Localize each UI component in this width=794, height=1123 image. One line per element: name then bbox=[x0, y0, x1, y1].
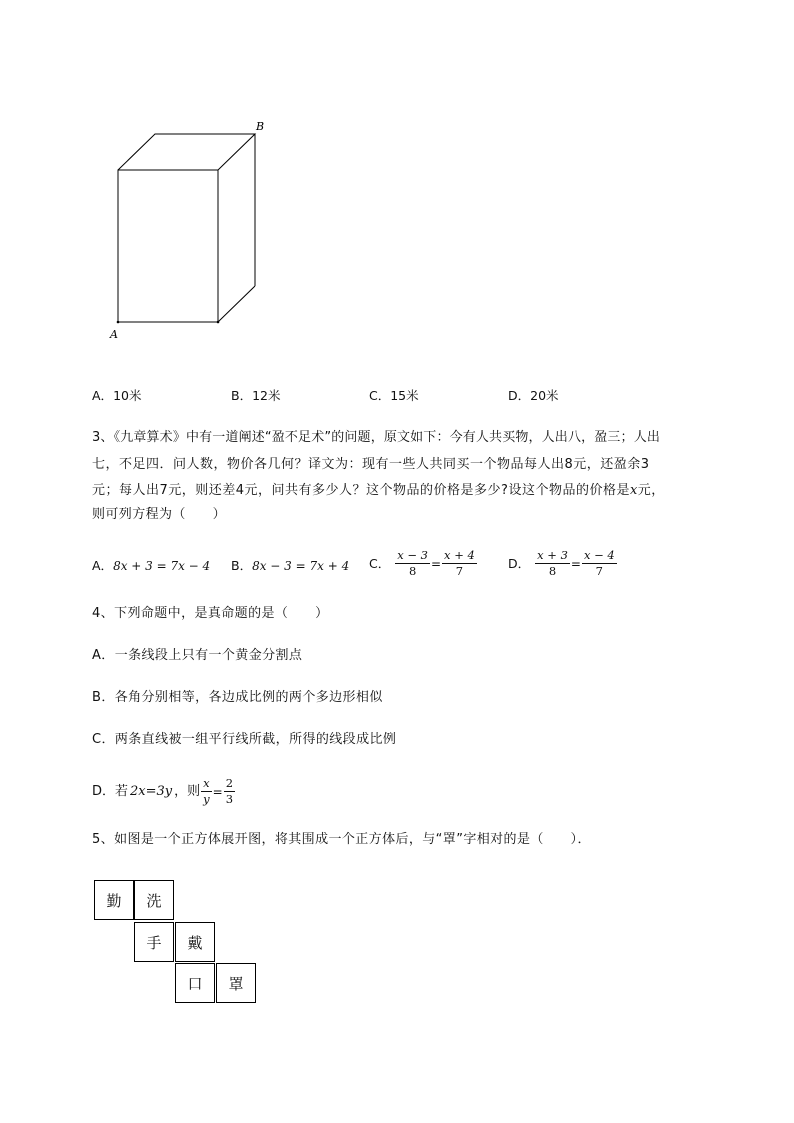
q3-option-d-fraction-2 bbox=[582, 548, 617, 579]
q2-option-c[interactable] bbox=[369, 386, 419, 406]
q3-line-3-b: 元， bbox=[637, 483, 665, 498]
q4-option-d-prefix: D．若 bbox=[92, 783, 129, 799]
q3-option-d-denominator-2: 7 bbox=[595, 564, 603, 578]
q3-option-b[interactable] bbox=[231, 556, 349, 576]
q3-option-c-fraction-2 bbox=[442, 548, 477, 579]
q3-option-d-numerator-1: x + 3 bbox=[537, 548, 568, 562]
q4-option-d-numerator-1: x bbox=[203, 776, 210, 790]
q3-option-d[interactable] bbox=[508, 548, 618, 579]
q4-option-d-denominator-1: y bbox=[203, 792, 210, 806]
cuboid-front-face bbox=[118, 170, 218, 322]
q3-option-b-letter: B． bbox=[231, 558, 253, 573]
q4-option-d-numerator-2: 2 bbox=[225, 776, 234, 790]
q3-option-c[interactable] bbox=[369, 548, 478, 579]
q2-option-b[interactable] bbox=[231, 386, 280, 406]
q2-option-a[interactable] bbox=[92, 386, 141, 406]
q2-option-a-text: 10米 bbox=[113, 388, 142, 403]
q2-option-c-letter: C． bbox=[369, 388, 391, 403]
q3-line-3-a: 元；每人出7元，则还差4元，问共有多少人？这个物品的价格是多少?设这个物品的价格是 bbox=[92, 483, 630, 498]
q4-option-d-equals: = bbox=[212, 784, 223, 799]
q4-option-d-condition: 2x=3y bbox=[130, 783, 173, 799]
cube-net-cell-xi: 洗 bbox=[134, 880, 174, 920]
q3-option-d-denominator-1: 8 bbox=[548, 564, 557, 578]
q4-option-a[interactable]: A．一条线段上只有一个黄金分割点 bbox=[92, 648, 303, 663]
cube-net-cell-qin: 勤 bbox=[94, 880, 134, 920]
q4-option-d-fraction-2 bbox=[224, 776, 235, 807]
q4-option-c[interactable]: C．两条直线被一组平行线所截，所得的线段成比例 bbox=[92, 732, 397, 747]
q3-option-c-denominator-2: 7 bbox=[455, 564, 464, 578]
q3-option-b-expr: 8x − 3 = 7x + 4 bbox=[252, 559, 350, 573]
q4-option-b[interactable]: B．各角分别相等，各边成比例的两个多边形相似 bbox=[92, 690, 383, 705]
q4-option-d-denominator-2: 3 bbox=[225, 792, 234, 806]
q3-option-a[interactable] bbox=[92, 556, 210, 576]
q3-option-a-letter: A． bbox=[92, 558, 114, 573]
cube-net-cell-kou: 口 bbox=[175, 963, 215, 1003]
q3-option-c-numerator-2: x + 4 bbox=[444, 548, 475, 562]
vertex-a-dot bbox=[117, 321, 120, 324]
q5-stem: 5、如图是一个正方体展开图，将其围成一个正方体后，与“罩”字相对的是（ ）． bbox=[92, 832, 591, 847]
cube-net-cell-zhao: 罩 bbox=[216, 963, 256, 1003]
q3-option-c-equals: = bbox=[430, 556, 442, 571]
q3-option-c-numerator-1: x − 3 bbox=[397, 548, 428, 562]
q3-option-c-letter: C． bbox=[369, 555, 391, 571]
q4-option-d-mid: ，则 bbox=[174, 783, 201, 799]
q2-option-b-text: 12米 bbox=[252, 388, 281, 403]
q2-option-d-text: 20米 bbox=[530, 388, 559, 403]
cube-net-cell-shou: 手 bbox=[134, 922, 174, 962]
q4-stem: 4、下列命题中，是真命题的是（ ） bbox=[92, 606, 329, 621]
q3-option-c-denominator-1: 8 bbox=[408, 564, 417, 578]
q3-option-d-fraction-1 bbox=[535, 548, 570, 579]
q3-line-4: 则可列方程为（ ） bbox=[92, 507, 227, 522]
q3-option-a-expr: 8x + 3 = 7x − 4 bbox=[113, 559, 211, 573]
vertex-a-label: A bbox=[110, 328, 118, 341]
cuboid-bottom-right-edge bbox=[218, 286, 255, 322]
q2-option-c-text: 15米 bbox=[390, 388, 419, 403]
vertex-b-label: B bbox=[256, 120, 265, 133]
q2-option-d-letter: D． bbox=[508, 388, 531, 403]
q3-variable-x: x bbox=[629, 483, 638, 498]
q3-line-2: 七，不足四．问人数，物价各几何？译文为：现有一些人共同买一个物品每人出8元，还盈余3 bbox=[92, 457, 650, 472]
q2-option-d[interactable] bbox=[508, 386, 559, 406]
q3-option-d-numerator-2: x − 4 bbox=[583, 548, 615, 562]
q3-option-d-letter: D． bbox=[508, 555, 531, 571]
q2-option-a-letter: A． bbox=[92, 388, 114, 403]
q3-line-1: 3、《九章算术》中有一道阐述“盈不足术”的问题，原文如下：今有人共买物，人出八，盈三；人出 bbox=[92, 430, 660, 445]
cuboid-figure bbox=[100, 110, 280, 350]
q3-option-d-equals: = bbox=[570, 556, 581, 571]
q3-line-3 bbox=[92, 481, 665, 501]
q4-option-d[interactable] bbox=[92, 776, 236, 807]
q3-option-c-fraction-1 bbox=[395, 548, 430, 579]
cube-net-cell-dai: 戴 bbox=[175, 922, 215, 962]
q2-option-b-letter: B． bbox=[231, 388, 253, 403]
vertex-bottom-dot bbox=[217, 321, 220, 324]
q4-option-d-fraction-1 bbox=[201, 776, 212, 807]
cuboid-top-face bbox=[118, 134, 255, 170]
